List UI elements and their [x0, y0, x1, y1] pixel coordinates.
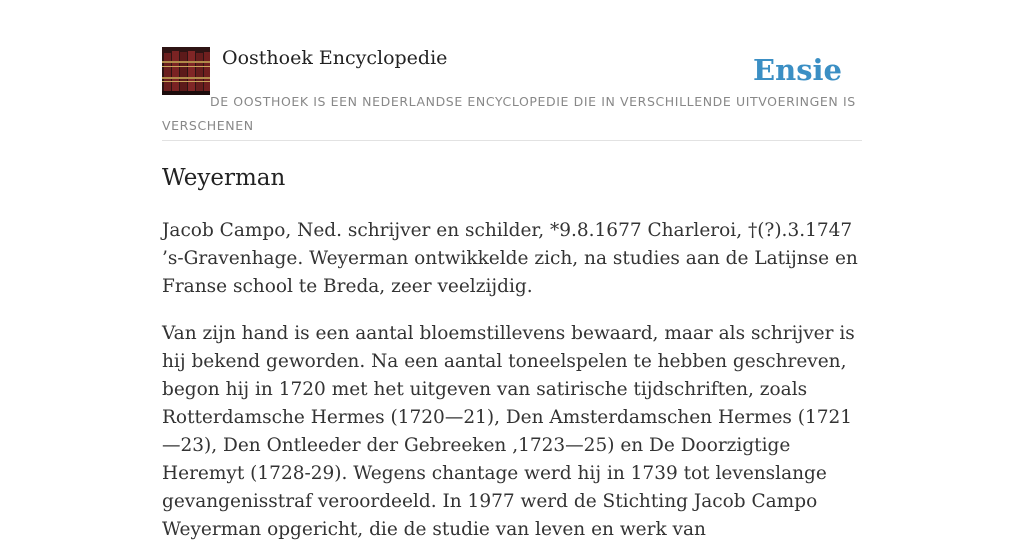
article-content	[162, 160, 867, 544]
encyclopedia-avatar-icon[interactable]	[162, 47, 210, 95]
books-icon	[162, 47, 210, 95]
site-tagline: DE OOSTHOEK IS EEN NEDERLANDSE ENCYCLOPEDIE DIE IN VERSCHILLENDE UITVOERINGEN IS VERSCHENEN	[162, 94, 856, 133]
article-paragraph-2: Van zijn hand is een aantal bloemstillevens bewaard, maar als schrijver is hij bekend geworden. Na een aantal toneelspelen te hebben geschreven, begon hij in 1720 met het uitgeven van satirische tijdschriften, zoals Rotterdamsche Hermes (1720—21), Den Amsterdamschen Hermes (1721—23), Den Ontleeder der Gebreeken ,1723—25) en De Doorzigtige Heremyt (1728-29). Wegens chantage werd hij in 1739 tot levenslange gevangenisstraf veroordeeld. In 1977 werd de Stichting Jacob Campo Weyerman opgericht, die de studie van leven en werk van	[162, 323, 855, 540]
site-title[interactable]: Oosthoek Encyclopedie	[222, 47, 448, 69]
article-paragraph-1: Jacob Campo, Ned. schrijver en schilder, *9.8.1677 Charleroi, †(?).3.1747 ’s-Gravenhage. Weyerman ontwikkelde zich, na studies aan de Latijnse en Franse school te Breda, zeer veelzijdig.	[162, 220, 858, 297]
site-header	[162, 46, 862, 141]
ensie-logo[interactable]: Ensie	[753, 53, 842, 87]
article-title: Weyerman	[162, 165, 286, 191]
